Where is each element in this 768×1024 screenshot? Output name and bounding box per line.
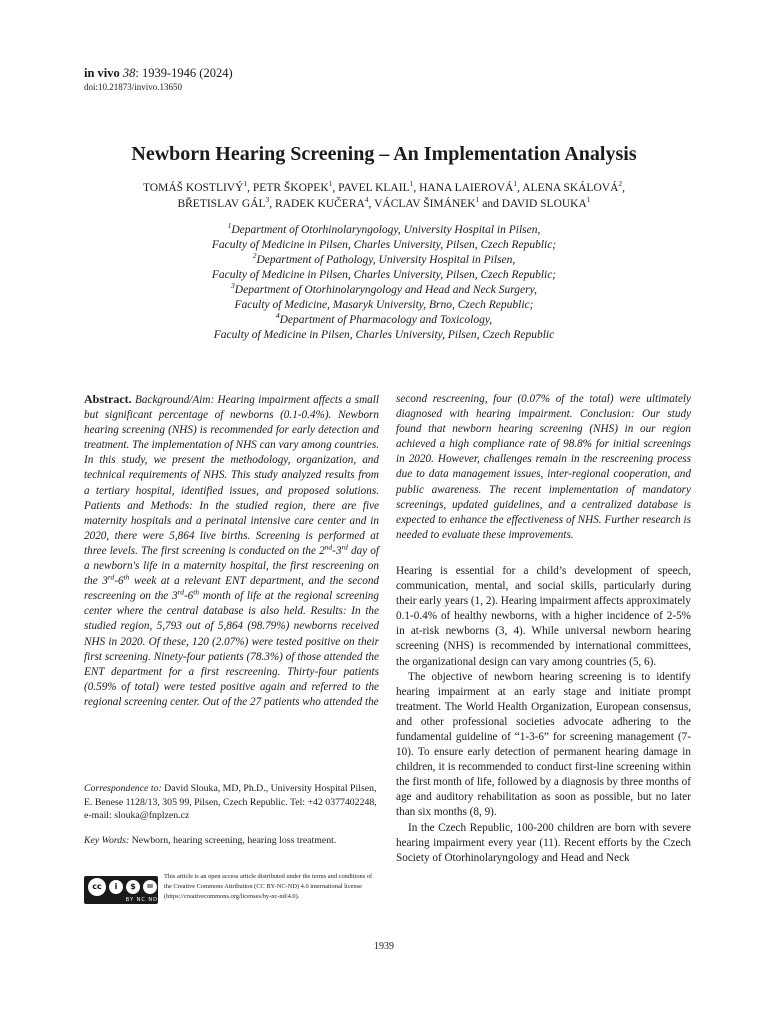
abstract-left-column: [84, 392, 379, 710]
noncommercial-icon: $: [126, 880, 140, 894]
page-number: 1939: [374, 941, 394, 952]
author: VÁCLAV ŠIMÁNEK: [374, 198, 476, 210]
cc-license-badge: [84, 876, 158, 904]
correspondence-label: Correspondence to:: [84, 783, 162, 794]
affiliation-line: Department of Otorhinolaryngology, University Hospital in Pilsen,: [231, 224, 541, 236]
correspondence-text: David Slouka, MD, Ph.D., University Hospital Pilsen, E. Benese 1128/13, 305 99, Pilsen, Czech Republic. Tel: +42 0377402248, e-mail: slouka@fnplzen.cz: [84, 783, 377, 821]
affiliation-line: Faculty of Medicine in Pilsen, Charles University, Pilsen, Czech Republic: [213, 329, 555, 341]
keywords-label: Key Words:: [84, 835, 130, 846]
author: HANA LAIEROVÁ: [419, 182, 514, 194]
by-attribution-icon: i: [109, 880, 123, 894]
abstract-continuation: second rescreening, four (0.07% of the total) were ultimately diagnosed with hearing impairment. Conclusion: Our study found that newborn hearing screening (NHS) in our region achieved a high compliance rate of 98.8% for initial screenings in 2020. However, challenges remain in the rescreening process due to data management issues, inter-regional cooperation, and public awareness. The recent implementation of mandatory screenings, updated guidelines, and a centralized database is expected to enhance the effectiveness of NHS. Further research is needed to evaluate these improvements.: [396, 393, 691, 541]
right-column: [396, 392, 691, 866]
affiliation-line: Department of Pharmacology and Toxicology,: [279, 314, 493, 326]
cc-icon: cc: [88, 878, 106, 896]
author: BŘETISLAV GÁL: [177, 198, 266, 210]
affiliation-list: $^1$Department of Otorhinolaryngology, University Hospital in Pilsen, Faculty of Medicine in Pilsen, Charles University, Pilsen, Czech Republic; $^2$Department of Pathology, University Hospital in Pilsen, Faculty of Medicine in Pilsen, Charles University, Pilsen, Czech Republic; $^3$Department of Otorhinolaryngology and Head and Neck Surgery, Faculty of Medicine, Masaryk University, Brno, Czech Republic; $^4$Department of Pharmacology and Toxicology, Faculty of Medicine in Pilsen, Charles University, Pilsen, Czech Republic: [211, 221, 557, 341]
abstract-paragraph: Abstract. Background/Aim: Hearing impairment affects a small but significant percentage of newborns (0.1-0.4%). Newborn hearing screening (NHS) is recommended for early detection and treatment. The implementation of NHS can vary among countries. In this study, we present the methodology, organization, and technical requirements of NHS. This study analyzed results from a tertiary hospital, identified issues, and proposed solutions. Patients and Methods: In the studied region, there are five maternity hospitals and a perinatal intensive care center and in 2020, there were 5,864 live births. Screening is performed at three levels. The first screening is conducted on the 2nd-3rd day of a newborn's life in a maternity hospital, the first rescreening on the 3rd-6th week at a relevant ENT department, and the second rescreening on the 3rd-6th month of life at the regional screening center where the central database is also held. Results: In the studied region, 5,793 out of 5,864 (98.79%) newborns received NHS in 2020. Of these, 120 (2.07%) were tested positive on their first screening. Ninety-four patients (78.3%) of those attended the ENT department for a first rescreening. Thirty-four patients (0.59% of total) were tested positive again and referred to the regional screening center. Out of the 27 patients who attended the: [84, 392, 380, 708]
author: PETR ŠKOPEK: [252, 182, 329, 194]
article-title: Newborn Hearing Screening – An Implementation Analysis: [131, 143, 637, 165]
affiliation-line: Faculty of Medicine in Pilsen, Charles University, Pilsen, Czech Republic;: [211, 239, 557, 251]
journal-citation: [84, 66, 233, 81]
body-paragraph: Hearing is essential for a child’s development of speech, communication, mental, and social skills, particularly during their early years (1, 2). Hearing impairment affects approximately 0.1-0.4% of healthy newborns, with a higher incidence of 2-5% in at-risk newborns (3, 4). While universal newborn hearing screening (NHS) is recommended by international committees, the organizational design can vary among countries (5, 6).: [396, 564, 691, 668]
affiliation-line: Faculty of Medicine in Pilsen, Charles University, Pilsen, Czech Republic;: [211, 269, 557, 281]
journal-volume: 38: [122, 66, 136, 80]
doi: doi:10.21873/invivo.13650: [84, 82, 183, 92]
correspondence: [84, 782, 379, 823]
author-list: TOMÁŠ KOSTLIVÝ$^1$, PETR ŠKOPEK$^1$, PAVEL KLAIL$^1$, HANA LAIEROVÁ$^1$, ALENA SKÁLOVÁ$^2$, BŘETISLAV GÁL$^3$, RADEK KUČERA$^4$, VÁCLAV ŠIMÁNEK$^1$ and DAVID SLOUKA$^1$: [142, 179, 625, 210]
abstract-label: Abstract.: [84, 392, 132, 406]
noderivatives-icon: =: [143, 880, 157, 894]
journal-pages-year: : 1939-1946 (2024): [135, 66, 233, 80]
author-conjunction: and: [482, 198, 499, 210]
body-paragraph: The objective of newborn hearing screening is to identify hearing impairment at an early stage and initiate prompt treatment. The World Health Organization, European consensus, and other professional societies advocate adhering to the fundamental guideline of “1-3-6” for screening management (7-10). To ensure early detection of permanent hearing damage in children, it is recommended to conduct first-line screening within the first month of life, followed by a diagnosis by three months of age and auditory rehabilitation as soon as possible, but no later than six months (8, 9).: [396, 670, 691, 819]
keywords: [84, 834, 379, 848]
affiliation-line: Department of Pathology, University Hospital in Pilsen,: [256, 254, 516, 266]
affiliation-line: Department of Otorhinolaryngology and Head and Neck Surgery,: [234, 284, 537, 296]
author: TOMÁŠ KOSTLIVÝ: [142, 182, 244, 194]
cc-badge-strip: BY NC ND: [125, 897, 158, 903]
journal-name: in vivo: [84, 66, 120, 80]
affiliation-line: Faculty of Medicine, Masaryk University, Brno, Czech Republic;: [234, 299, 534, 311]
keywords-text: Newborn, hearing screening, hearing loss treatment.: [129, 835, 337, 846]
author: ALENA SKÁLOVÁ: [522, 182, 619, 194]
author: PAVEL KLAIL: [338, 182, 410, 194]
author: RADEK KUČERA: [275, 198, 365, 210]
license-text: This article is an open access article distributed under the terms and conditions of the Creative Commons Attribution (CC BY-NC-ND) 4.0 international license (https://creativecommons.org/licenses/by-nc-nd/4.0).: [164, 873, 373, 900]
author: DAVID SLOUKA: [501, 198, 587, 210]
body-paragraph: In the Czech Republic, 100-200 children are born with severe hearing impairment every year (11). Recent efforts by the Czech Society of Otorhinolaryngology and Head and Neck: [396, 821, 691, 864]
